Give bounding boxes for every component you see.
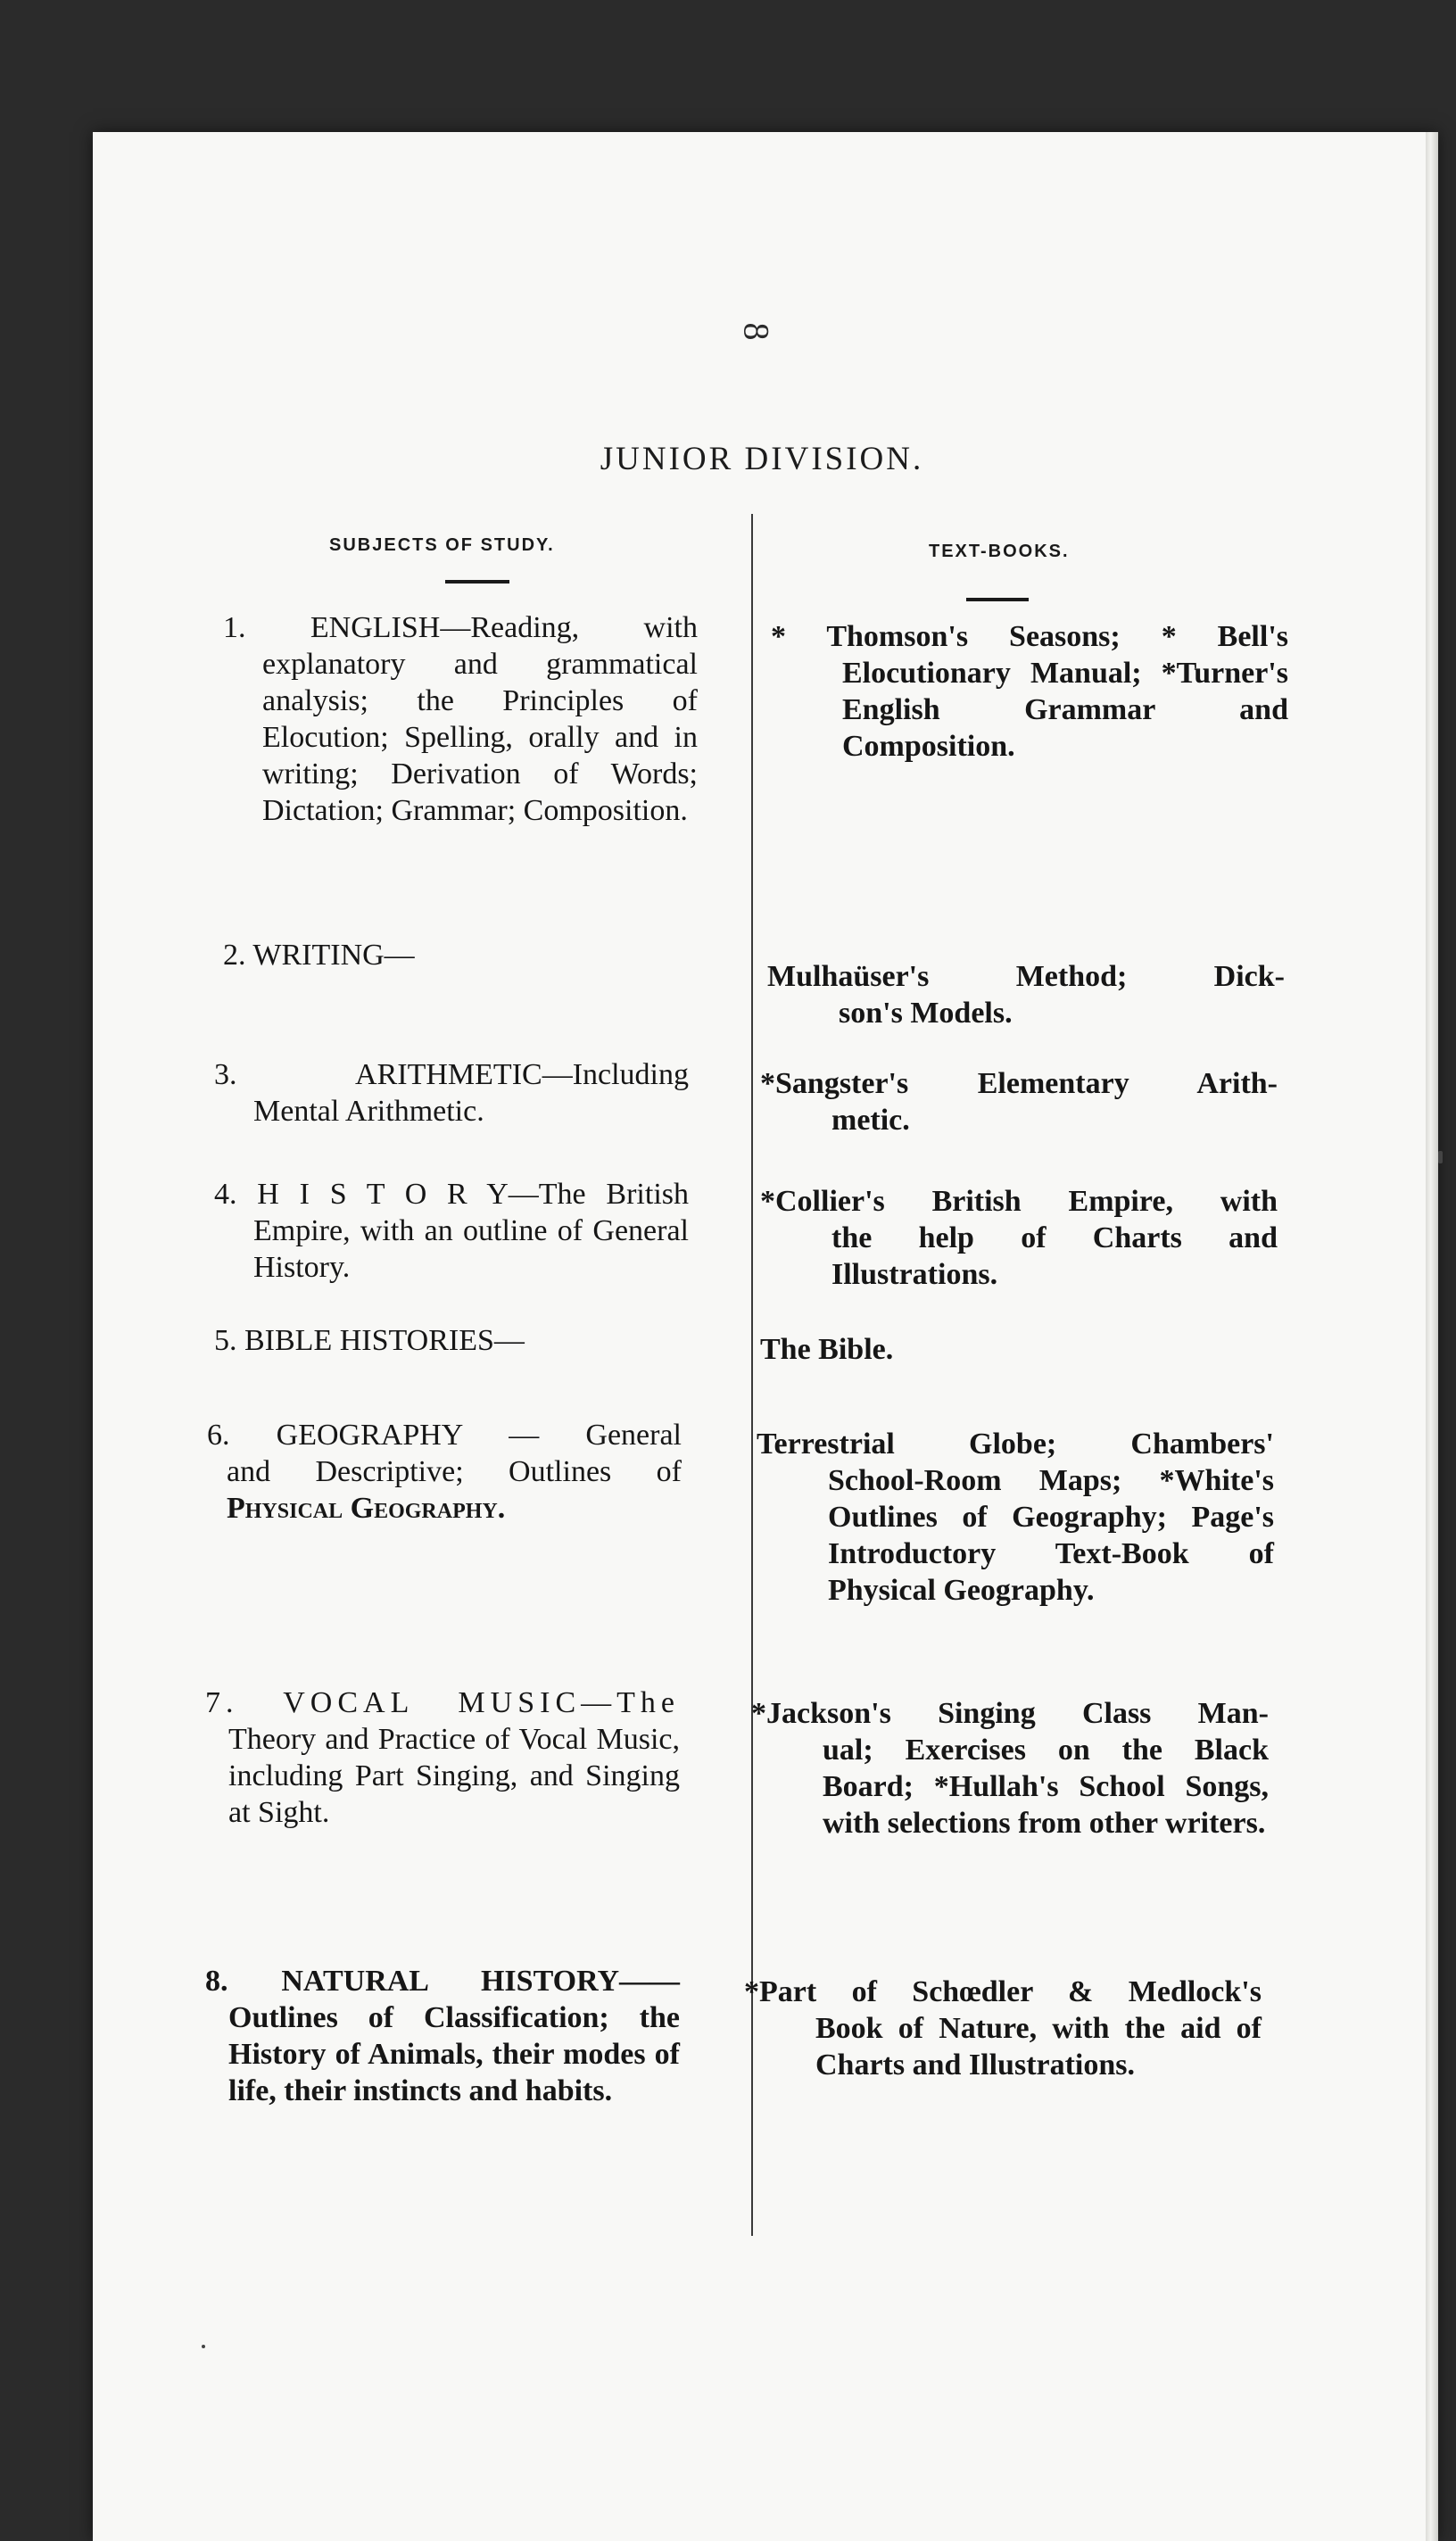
subject-bible-histories xyxy=(214,1322,689,1359)
subject-geography-detail xyxy=(227,1453,682,1527)
paper-speck xyxy=(1438,1151,1443,1163)
textbooks-natural-history xyxy=(744,1974,1262,2083)
subject-history-heading: 4. H I S T O R Y—The British xyxy=(214,1178,689,1211)
subject-geography-physical: Physical Geography. xyxy=(227,1492,506,1525)
paper-speck xyxy=(202,2345,205,2348)
subject-arithmetic xyxy=(214,1056,689,1130)
subject-geography-detail-text: and Descriptive; Outlines of xyxy=(227,1455,682,1488)
subject-geography-heading: 6. GEOGRAPHY — General xyxy=(207,1419,682,1452)
subject-vocal-music-detail: Theory and Practice of Vocal Music, including Part Singing, and Singing at Sight. xyxy=(228,1723,680,1829)
subject-english-detail: explanatory and grammatical analysis; the Principles of Elocution; Spelling, orally and in writing; Derivation of Words; Dictation; Grammar; Composition. xyxy=(262,648,698,827)
textbooks-geography-first: Terrestrial Globe; Chambers' xyxy=(757,1428,1274,1461)
textbooks-geography xyxy=(757,1426,1274,1609)
textbooks-vocal-music-first: *Jackson's Singing Class Man- xyxy=(751,1697,1269,1730)
textbooks-bible-histories xyxy=(760,1331,1278,1368)
textbooks-vocal-music xyxy=(751,1695,1269,1842)
textbooks-natural-history-first: *Part of Schœdler & Medlock's xyxy=(744,1975,1262,2008)
subject-english-heading: 1. ENGLISH—Reading, with xyxy=(223,611,698,644)
subject-arithmetic-detail: Mental Arithmetic. xyxy=(253,1095,484,1128)
textbooks-english-first: * Thomson's Seasons; * Bell's xyxy=(771,620,1288,653)
textbooks-arithmetic xyxy=(760,1065,1278,1138)
textbooks-natural-history-rest: Book of Nature, with the aid of Charts and Illustrations. xyxy=(815,2012,1262,2082)
textbooks-english-rest: Elocutionary Manual; *Turner's English Grammar and Composition. xyxy=(842,657,1288,763)
subject-history-detail: Empire, with an outline of General History. xyxy=(253,1214,689,1284)
textbooks-history-rest: the help of Charts and Illustrations. xyxy=(831,1221,1278,1291)
document-page xyxy=(93,132,1438,2541)
subject-arithmetic-heading: 3. ARITHMETIC—Including xyxy=(214,1058,689,1091)
page-edge xyxy=(1426,132,1438,2541)
division-title: JUNIOR DIVISION. xyxy=(600,441,924,477)
subject-vocal-music-heading: 7. VOCAL MUSIC—The xyxy=(205,1686,680,1719)
subject-natural-history-heading: 8. NATURAL HISTORY—— xyxy=(205,1965,680,1998)
subject-bible-histories-heading: 5. BIBLE HISTORIES— xyxy=(214,1324,525,1357)
subject-writing xyxy=(223,937,698,973)
textbooks-arithmetic-first: *Sangster's Elementary Arith- xyxy=(760,1067,1278,1100)
subject-history xyxy=(214,1176,689,1286)
textbooks-writing-first: Mulhaüser's Method; Dick- xyxy=(767,960,1285,993)
page-number: 8 xyxy=(736,322,777,341)
textbooks-arithmetic-rest: metic. xyxy=(831,1104,910,1137)
subject-vocal-music xyxy=(205,1684,680,1831)
textbooks-writing xyxy=(767,958,1285,1031)
subjects-header-rule xyxy=(445,580,509,584)
textbooks-history-first: *Collier's British Empire, with xyxy=(760,1185,1278,1218)
subject-natural-history xyxy=(205,1963,680,2109)
textbooks-header-rule xyxy=(966,598,1029,601)
textbooks-writing-rest: son's Models. xyxy=(839,997,1013,1030)
subject-natural-history-detail: Outlines of Classification; the History of Animals, their modes of life, their instincts and habits. xyxy=(228,2001,680,2107)
textbooks-vocal-music-rest: ual; Exercises on the Black Board; *Hullah's School Songs, with selections from other writers. xyxy=(823,1734,1269,1840)
textbooks-history xyxy=(760,1183,1278,1293)
subjects-header: SUBJECTS OF STUDY. xyxy=(329,535,555,555)
textbooks-geography-rest: School-Room Maps; *White's Outlines of Geography; Page's Introductory Text-Book of Physical Geography. xyxy=(828,1464,1274,1607)
textbooks-english xyxy=(771,618,1288,765)
subject-writing-heading: 2. WRITING— xyxy=(223,939,415,972)
textbooks-header: TEXT-BOOKS. xyxy=(929,542,1070,561)
subject-english xyxy=(223,609,698,829)
subject-geography xyxy=(207,1417,682,1527)
textbooks-bible-histories-first: The Bible. xyxy=(760,1333,894,1366)
